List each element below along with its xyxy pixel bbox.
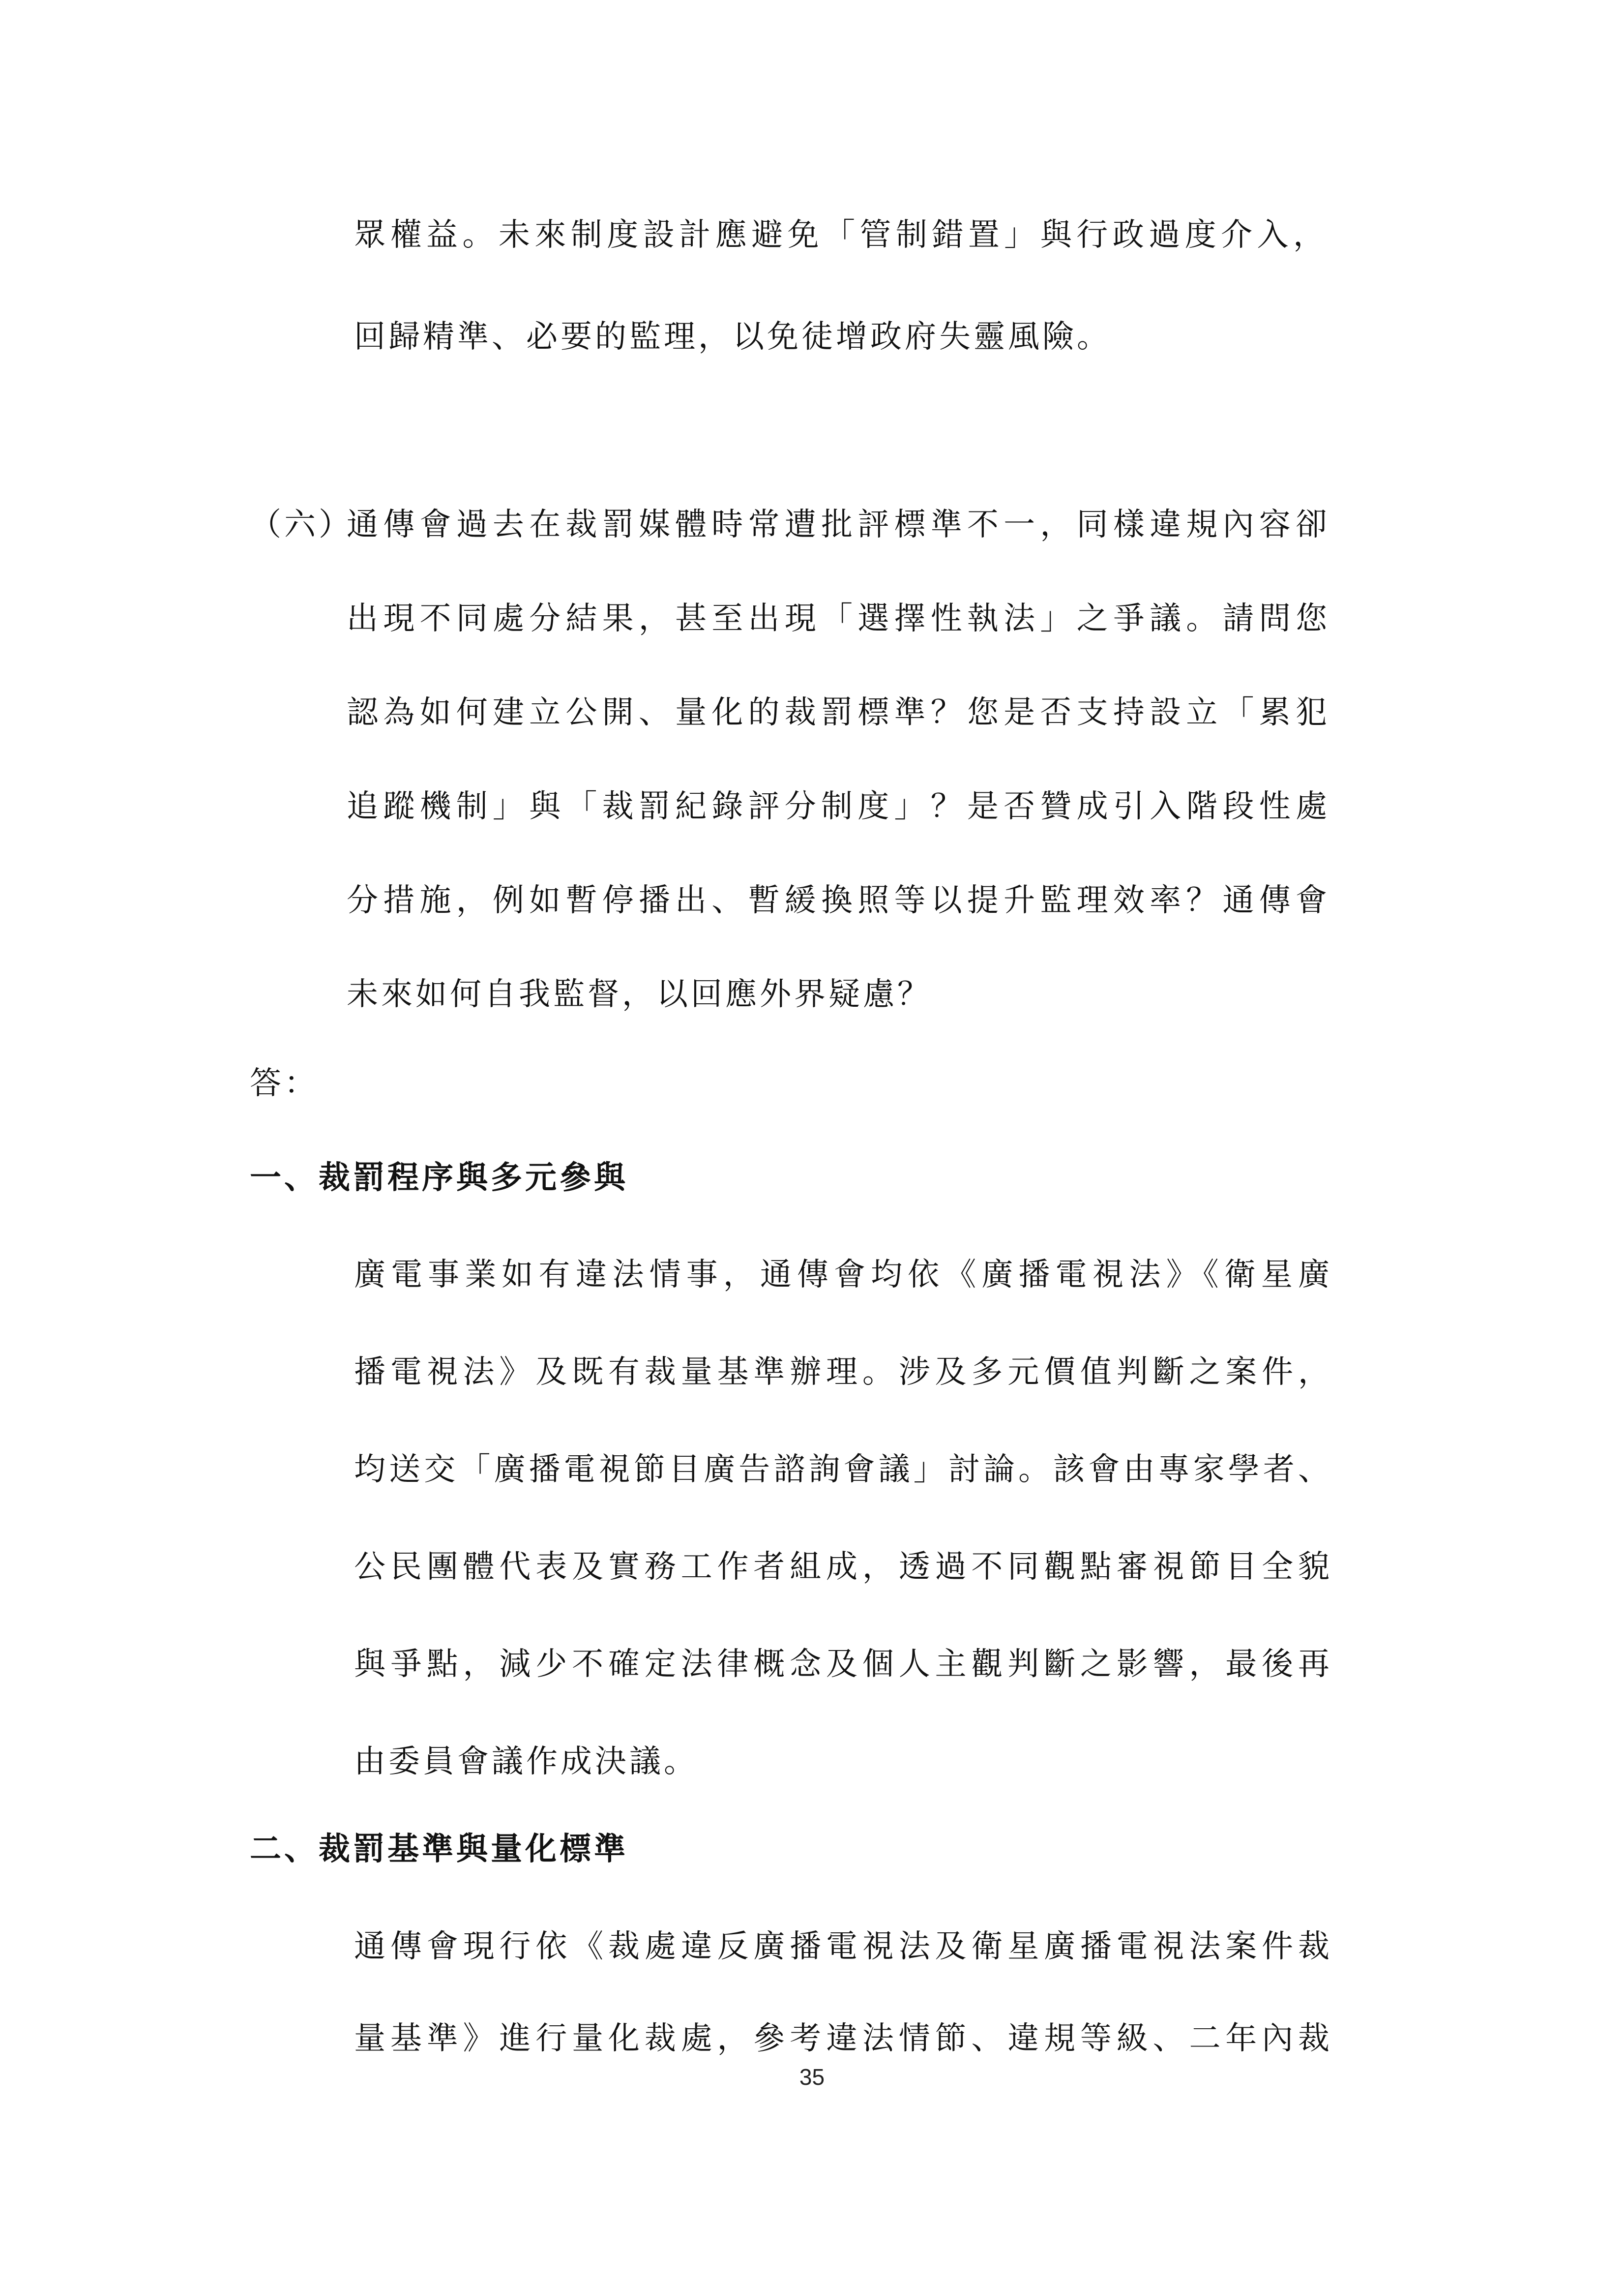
answer-label: 答： xyxy=(250,1065,319,1102)
section-1-line-2: 播電視法》及既有裁量基準辦理。涉及多元價值判斷之案件， xyxy=(354,1354,1332,1390)
question-line-6: 未來如何自我監督，以回應外界疑慮？ xyxy=(347,976,932,1013)
page-number: 35 xyxy=(799,2064,825,2090)
section-1-line-3: 均送交「廣播電視節目廣告諮詢會議」討論。該會由專家學者、 xyxy=(354,1451,1332,1488)
section-2-heading: 二、裁罰基準與量化標準 xyxy=(250,1831,628,1867)
question-line-4: 追蹤機制」與「裁罰紀錄評分制度」？是否贊成引入階段性處 xyxy=(347,788,1330,825)
section-2-line-2: 量基準》進行量化裁處，參考違法情節、違規等級、二年內裁 xyxy=(354,2020,1332,2057)
question-line-2: 出現不同處分結果，甚至出現「選擇性執法」之爭議。請問您 xyxy=(347,601,1330,637)
section-1-heading: 一、裁罰程序與多元參與 xyxy=(250,1159,628,1196)
question-line-5: 分措施，例如暫停播出、暫緩換照等以提升監理效率？通傳會 xyxy=(347,882,1330,919)
section-1-line-6: 由委員會議作成決議。 xyxy=(354,1743,698,1780)
section-1-line-1: 廣電事業如有違法情事，通傳會均依《廣播電視法》《衛星廣 xyxy=(354,1257,1332,1293)
continuation-line-2: 回歸精準、必要的監理，以免徒增政府失靈風險。 xyxy=(354,319,1111,355)
section-2-line-1: 通傳會現行依《裁處違反廣播電視法及衛星廣播電視法案件裁 xyxy=(354,1928,1332,1965)
question-line-3: 認為如何建立公開、量化的裁罰標準？您是否支持設立「累犯 xyxy=(347,694,1330,731)
continuation-line-1: 眾權益。未來制度設計應避免「管制錯置」與行政過度介入， xyxy=(354,217,1328,253)
section-1-line-5: 與爭點，減少不確定法律概念及個人主觀判斷之影響，最後再 xyxy=(354,1646,1332,1683)
section-1-line-4: 公民團體代表及實務工作者組成，透過不同觀點審視節目全貌 xyxy=(354,1549,1332,1585)
question-line-1: 通傳會過去在裁罰媒體時常遭批評標準不一，同樣違規內容卻 xyxy=(347,507,1330,543)
question-label: （六） xyxy=(250,507,353,543)
